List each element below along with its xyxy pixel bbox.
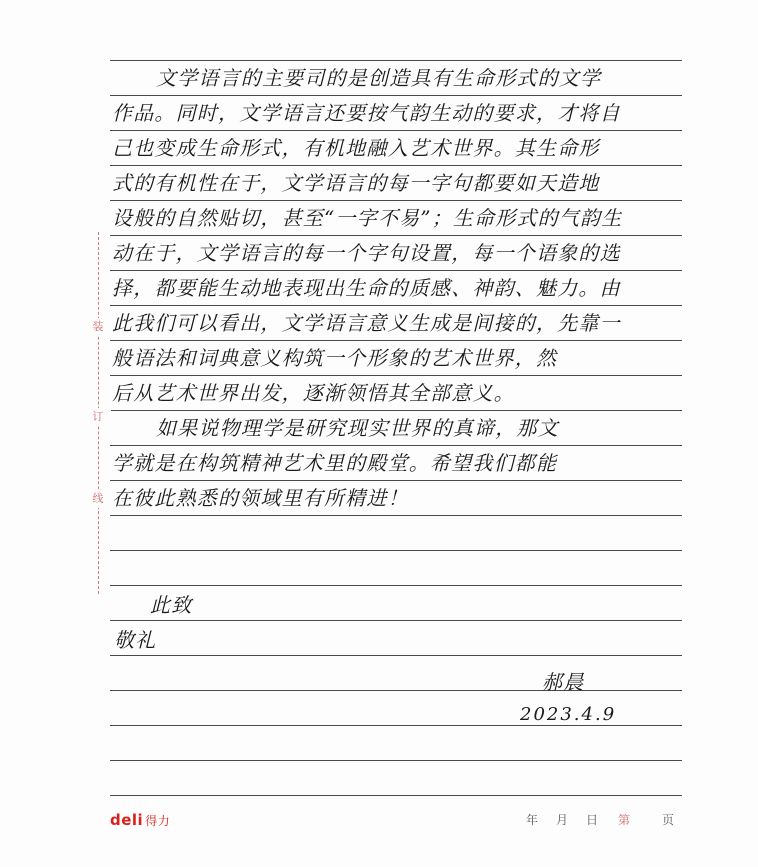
signature-date: 2023.4.9 <box>520 704 617 725</box>
rule-line <box>110 795 682 796</box>
rule-line <box>110 585 682 586</box>
body-line-9: 般语法和词典意义构筑一个形象的艺术世界，然 <box>112 346 558 370</box>
rule-line <box>110 515 682 516</box>
rule-line <box>110 375 682 376</box>
closing-jingli: 敬礼 <box>114 628 157 652</box>
rule-line <box>110 95 682 96</box>
body-line-2: 作品。同时，文学语言还要按气韵生动的要求，才将自 <box>112 101 621 125</box>
body-line-4: 式的有机性在于，文学语言的每一字句都要如天造地 <box>112 171 600 195</box>
footer-month-label: 月 <box>556 813 569 827</box>
signature-name: 郝晨 <box>542 670 585 694</box>
rule-line <box>110 130 682 131</box>
brand-name: deli <box>110 811 144 829</box>
body-line-11: 如果说物理学是研究现实世界的真谛，那文 <box>156 416 559 440</box>
rule-line <box>110 340 682 341</box>
rule-line <box>110 550 682 551</box>
footer-page-suffix: 页 <box>662 813 675 827</box>
brand-sub: 得力 <box>145 814 171 828</box>
rule-line <box>110 410 682 411</box>
rule-line <box>110 270 682 271</box>
footer-day-label: 日 <box>586 813 599 827</box>
rule-line <box>110 445 682 446</box>
rule-line <box>110 60 682 61</box>
body-line-1: 文学语言的主要司的是创造具有生命形式的文学 <box>156 66 602 90</box>
rule-line <box>110 480 682 481</box>
rule-line <box>110 305 682 306</box>
brand-logo <box>110 810 170 830</box>
rule-line <box>110 165 682 166</box>
binding-mark-zhuang: 装 <box>85 318 111 336</box>
closing-cizhi: 此致 <box>150 593 193 617</box>
body-line-8: 此我们可以看出，文学语言意义生成是间接的，先靠一 <box>112 311 621 335</box>
body-line-5: 设般的自然贴切，甚至“一字不易”；生命形式的气韵生 <box>112 206 623 230</box>
body-line-12: 学就是在构筑精神艺术里的殿堂。希望我们都能 <box>112 451 558 475</box>
rule-line <box>110 655 682 656</box>
body-line-6: 动在于，文学语言的每一个字句设置，每一个语象的选 <box>112 241 621 265</box>
rule-line <box>110 620 682 621</box>
rule-line <box>110 200 682 201</box>
body-line-3: 己也变成生命形式，有机地融入艺术世界。其生命形 <box>112 136 600 160</box>
footer-page-prefix: 第 <box>618 813 631 827</box>
binding-mark-xian: 线 <box>85 490 111 508</box>
body-line-7: 择，都要能生动地表现出生命的质感、神韵、魅力。由 <box>112 276 621 300</box>
footer-year-label: 年 <box>526 813 539 827</box>
binding-mark-ding: 订 <box>85 408 111 426</box>
rule-line <box>110 235 682 236</box>
rule-line <box>110 760 682 761</box>
body-line-10: 后从艺术世界出发，逐渐领悟其全部意义。 <box>112 381 515 405</box>
body-line-13: 在彼此熟悉的领域里有所精进！ <box>112 486 409 510</box>
